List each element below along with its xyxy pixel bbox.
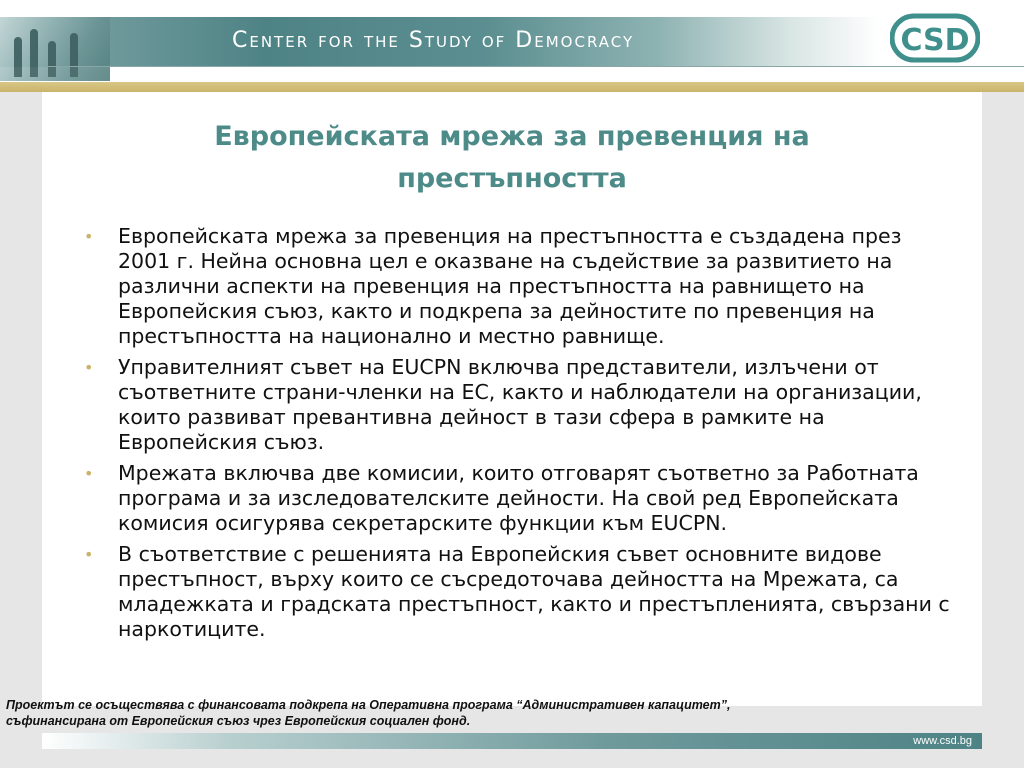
bullet-item	[78, 461, 958, 536]
csd-logo-icon	[890, 12, 980, 66]
bullet-list	[78, 224, 958, 648]
bullet-item	[78, 224, 958, 349]
svg-text:CSD: CSD	[900, 23, 970, 58]
slide-title	[42, 116, 982, 200]
header-divider	[42, 66, 1024, 67]
bullet-text: Европейската мрежа за превенция на престъпността е създадена през 2001 г. Нейна основна цел е оказване на съдействие за развитието на различни аспекти на превенция на престъпността на равнището на Европейския съюз, както и подкрепа за дейностите по превенция на престъпността на национално и местно равнище.	[118, 224, 902, 348]
bullet-text: В съответствие с решенията на Европейския съвет основните видове престъпност, върху които се съсредоточава дейността на Мрежата, са младежката и градската престъпност, както и престъпленията, свързани с наркотиците.	[118, 542, 950, 641]
bullet-dot-icon: •	[84, 545, 94, 564]
bullet-dot-icon: •	[84, 227, 94, 246]
footnote-line-1: Проектът се осъществява с финансовата подкрепа на Оперативна програма “Административен капацитет”,	[6, 698, 731, 712]
footer-bar	[42, 733, 982, 749]
bullet-text: Управителният съвет на EUCPN включва представители, излъчени от съответните страни-членки на ЕС, както и наблюдатели на организации, които развиват превантивна дейност в тази сфера в рамките на Европейския съюз.	[118, 355, 922, 454]
slide-content	[42, 92, 982, 706]
bullet-item	[78, 355, 958, 455]
slide-header	[0, 0, 1024, 82]
bullet-dot-icon: •	[84, 464, 94, 483]
funding-footnote	[6, 697, 906, 729]
slide-title-line-1: Европейската мрежа за превенция на	[214, 121, 810, 152]
slide-title-line-2: престъпността	[397, 163, 627, 194]
header-photo	[0, 17, 110, 81]
footnote-line-2: съфинансирана от Европейския съюз чрез Европейския социален фонд.	[6, 714, 471, 728]
org-name: Center for the Study of Democracy	[232, 28, 635, 53]
bullet-dot-icon: •	[84, 358, 94, 377]
gold-accent-bar	[0, 82, 1024, 92]
website-link[interactable]: www.csd.bg	[913, 735, 972, 747]
bullet-item	[78, 542, 958, 642]
bullet-text: Мрежата включва две комисии, които отговарят съответно за Работната програма и за изследователските дейности. На свой ред Европейската комисия осигурява секретарските функции към EUCPN.	[118, 461, 919, 535]
